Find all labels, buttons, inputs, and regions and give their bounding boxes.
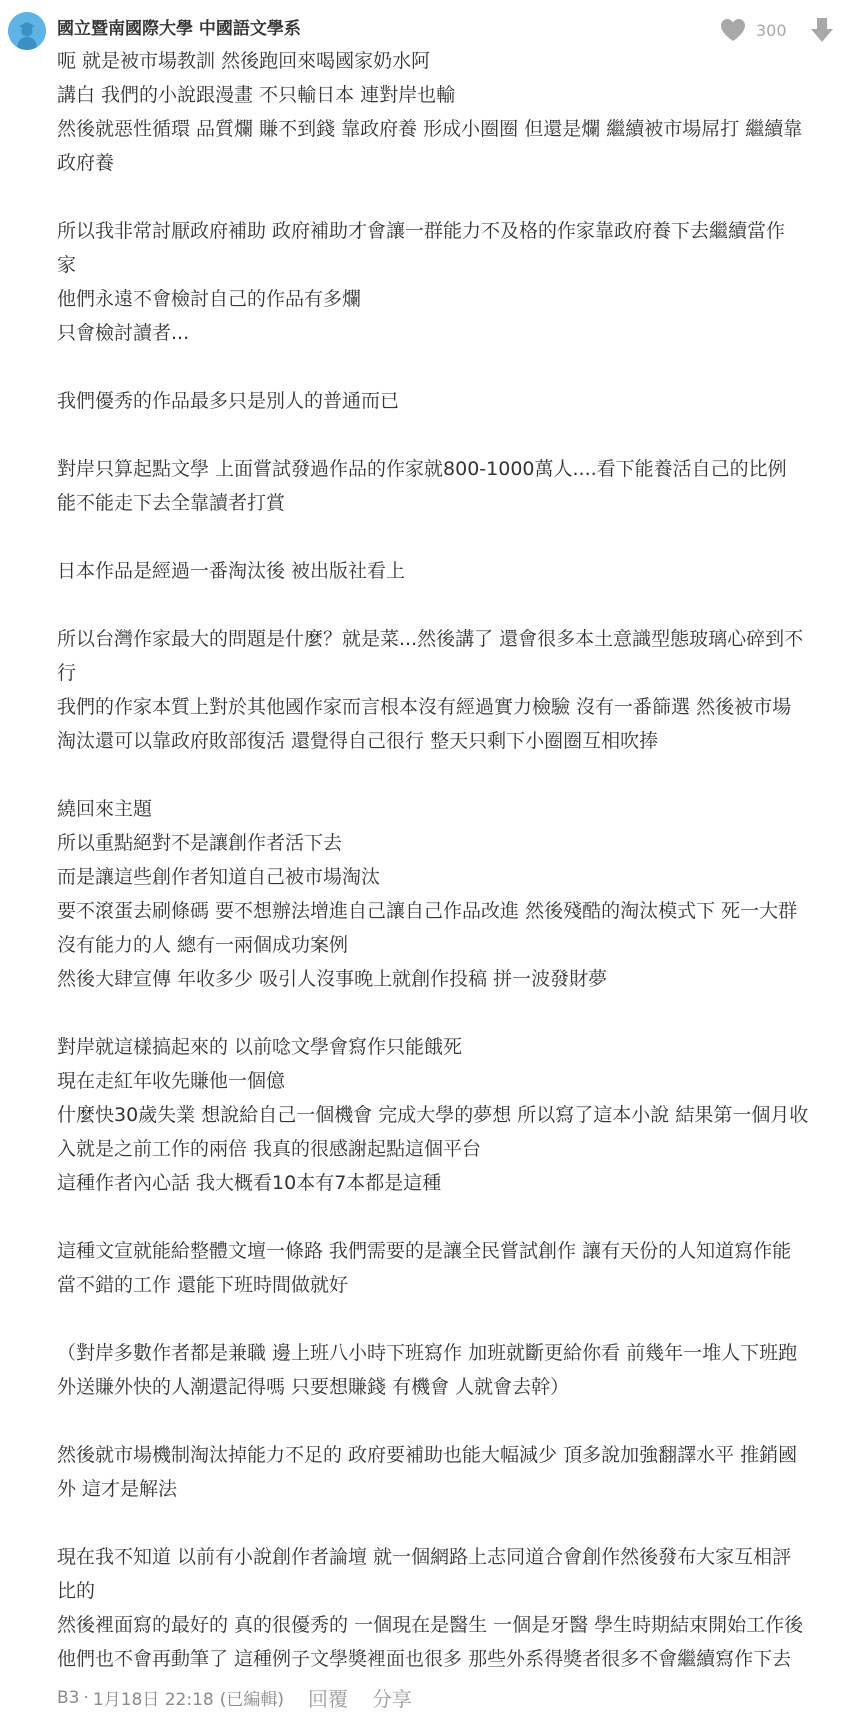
comment-line: 入就是之前工作的兩倍 我真的很感謝起點這個平台 xyxy=(57,1138,482,1160)
blank-line xyxy=(57,996,833,1030)
comment-line: 而是讓這些創作者知道自己被市場淘汰 xyxy=(57,866,381,888)
comment-body xyxy=(57,44,833,1676)
blank-line xyxy=(57,520,833,554)
comment-line: 他們永遠不會檢討自己的作品有多爛 xyxy=(57,288,362,310)
reply-button[interactable]: 回覆 xyxy=(308,1687,348,1711)
share-button[interactable]: 分享 xyxy=(372,1687,412,1711)
like-count: 300 xyxy=(756,20,787,40)
comment-line: 所以台灣作家最大的問題是什麼？就是菜...然後講了 還會很多本土意識型態玻璃心碎到不 xyxy=(57,628,804,650)
comment-line: 比的 xyxy=(57,1580,96,1602)
comment-line: 現在走紅年收先賺他一個億 xyxy=(57,1070,286,1092)
comment-line: 所以我非常討厭政府補助 政府補助才會讓一群能力不及格的作家靠政府養下去繼續當作 xyxy=(57,220,786,242)
comment-line: 外送賺外快的人潮還記得嗎 只要想賺錢 有機會 人就會去幹） xyxy=(57,1376,570,1398)
comment-line: 這種作者內心話 我大概看10本有7本都是這種 xyxy=(57,1172,442,1194)
dislike-button[interactable] xyxy=(810,17,834,43)
comment-line: 然後大肆宣傳 年收多少 吸引人沒事晚上就創作投稿 拼一波發財夢 xyxy=(57,968,608,990)
comment-line: 外 這才是解法 xyxy=(57,1478,178,1500)
comment-actions xyxy=(720,14,834,46)
comment-line: 行 xyxy=(57,662,77,684)
avatar[interactable] xyxy=(8,12,46,50)
comment-line: 家 xyxy=(57,254,77,276)
comment-line: 日本作品是經過一番淘汰後 被出版社看上 xyxy=(57,560,406,582)
comment-line: 他們也不會再動筆了 這種例子文學獎裡面也很多 那些外系得獎者很多不會繼續寫作下去 xyxy=(57,1648,792,1670)
comment-line: 我們優秀的作品最多只是別人的普通而已 xyxy=(57,390,400,412)
comment-line: 這種文宣就能給整體文壇一條路 我們需要的是讓全民嘗試創作 讓有天份的人知道寫作能 xyxy=(57,1240,792,1262)
comment-line: 要不滾蛋去刷條碼 要不想辦法增進自己讓自己作品改進 然後殘酷的淘汰模式下 死一大群 xyxy=(57,900,798,922)
comment-line: 淘汰還可以靠政府敗部復活 還覺得自己很行 整天只剩下小圈圈互相吹捧 xyxy=(57,730,659,752)
blank-line xyxy=(57,1302,833,1336)
author-name[interactable]: 國立暨南國際大學 中國語文學系 xyxy=(57,19,301,39)
blank-line xyxy=(57,1200,833,1234)
timestamp: 1月18日 22:18 xyxy=(92,1690,214,1710)
floor-number: B3 xyxy=(57,1687,80,1708)
comment-line: 所以重點絕對不是讓創作者活下去 xyxy=(57,832,343,854)
like-button[interactable] xyxy=(720,18,800,42)
comment-line: 能不能走下去全靠讀者打賞 xyxy=(57,492,286,514)
thumb-down-arrow-icon xyxy=(810,17,834,43)
meta-separator: · xyxy=(83,1687,89,1708)
comment-line: （對岸多數作者都是兼職 邊上班八小時下班寫作 加班就斷更給你看 前幾年一堆人下班跑 xyxy=(57,1342,798,1364)
comment-footer xyxy=(57,1683,412,1712)
blank-line xyxy=(57,758,833,792)
comment-line: 當不錯的工作 還能下班時間做就好 xyxy=(57,1274,349,1296)
comment-line: 沒有能力的人 總有一兩個成功案例 xyxy=(57,934,349,956)
blank-line xyxy=(57,1506,833,1540)
comment-line: 講白 我們的小說跟漫畫 不只輸日本 連對岸也輸 xyxy=(57,84,456,106)
comment-line: 然後就惡性循環 品質爛 賺不到錢 靠政府養 形成小圈圈 但還是爛 繼續被市場屌打 繼續靠 xyxy=(57,118,803,140)
comment-line: 只會檢討讀者... xyxy=(57,322,190,344)
comment-line: 繞回來主題 xyxy=(57,798,153,820)
edited-label: (已編輯) xyxy=(219,1690,284,1710)
comment-line: 什麼快30歲失業 想說給自己一個機會 完成大學的夢想 所以寫了這本小說 結果第一個月收 xyxy=(57,1104,809,1126)
blank-line xyxy=(57,350,833,384)
comment-line: 呃 就是被市場教訓 然後跑回來喝國家奶水阿 xyxy=(57,50,431,72)
blank-line xyxy=(57,180,833,214)
comment-line: 然後就市場機制淘汰掉能力不足的 政府要補助也能大幅減少 頂多說加強翻譯水平 推銷國 xyxy=(57,1444,798,1466)
comment-line: 對岸就這樣搞起來的 以前唸文學會寫作只能餓死 xyxy=(57,1036,463,1058)
comment-line: 現在我不知道 以前有小說創作者論壇 就一個網路上志同道合會創作然後發布大家互相評 xyxy=(57,1546,792,1568)
blank-line xyxy=(57,588,833,622)
student-avatar-icon xyxy=(8,12,46,50)
heart-icon xyxy=(720,18,746,42)
comment-line: 然後裡面寫的最好的 真的很優秀的 一個現在是醫生 一個是牙醫 學生時期結束開始工作後 xyxy=(57,1614,804,1636)
blank-line xyxy=(57,418,833,452)
comment-line: 我們的作家本質上對於其他國作家而言根本沒有經過實力檢驗 沒有一番篩選 然後被市場 xyxy=(57,696,792,718)
comment-line: 政府養 xyxy=(57,152,115,174)
blank-line xyxy=(57,1404,833,1438)
comment-line: 對岸只算起點文學 上面嘗試發過作品的作家就800-1000萬人....看下能養活自己的比例 xyxy=(57,458,787,480)
